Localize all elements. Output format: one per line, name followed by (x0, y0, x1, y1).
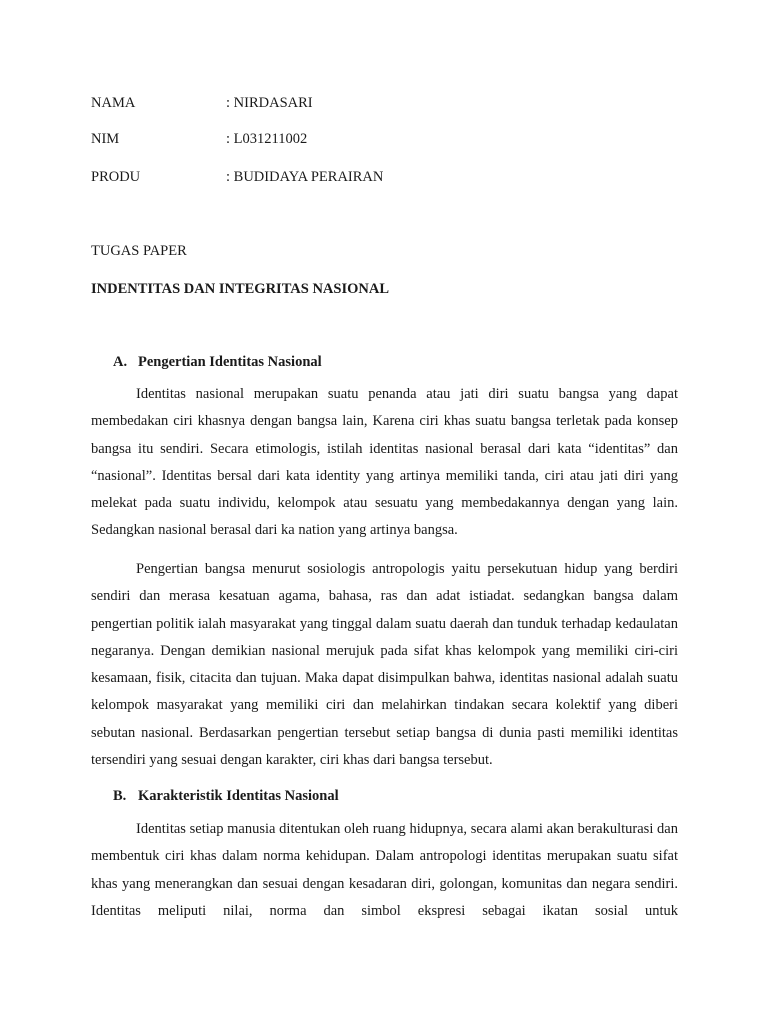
field-value: : L031211002 (226, 131, 308, 147)
section-letter: B. (113, 788, 127, 804)
paragraph-a-1: Identitas nasional merupakan suatu penanda atau jati diri suatu bangsa yang dapat membedakan ciri khasnya dengan bangsa lain, Karena ciri khas suatu bangsa terletak pada konsep bangsa itu sendiri. Secara etimologis, istilah identitas nasional berasal dari kata “identitas” dan “nasional”. Identitas bersal dari kata identity yang artinya memiliki tanda, ciri atau jati diri yang melekat pada suatu individu, kelompok atau sesuatu yang membedakannya dengan yang lain. Sedangkan nasional berasal dari ka nation yang artinya bangsa. (91, 386, 678, 539)
section-heading-text: Pengertian Identitas Nasional (138, 354, 322, 370)
field-label: NIM (91, 131, 120, 147)
section-letter: A. (113, 354, 128, 370)
document-title: INDENTITAS DAN INTEGRITAS NASIONAL (91, 281, 389, 297)
field-value: : BUDIDAYA PERAIRAN (226, 169, 384, 185)
field-label: PRODU (91, 169, 141, 185)
field-label: NAMA (91, 95, 136, 111)
field-value: : NIRDASARI (226, 95, 313, 111)
section-heading-a (113, 353, 322, 371)
section-heading-b (113, 787, 339, 805)
field-nim (91, 130, 307, 148)
field-produ (91, 168, 383, 186)
assignment-type: TUGAS PAPER (91, 243, 187, 259)
paragraph-a-2: Pengertian bangsa menurut sosiologis antropologis yaitu persekutuan hidup yang berdiri sendiri dan merasa kesatuan agama, bahasa, ras dan adat istiadat. sedangkan bangsa dalam pengertian politik ialah masyarakat yang tinggal dalam suatu daerah dan tunduk terhadap kedaulatan negaranya. Dengan demikian nasional merujuk pada sifat khas kelompok yang memiliki ciri-ciri kesamaan, fisik, citacita dan tujuan. Maka dapat disimpulkan bahwa, identitas nasional adalah suatu kelompok masyarakat yang memiliki ciri dan melahirkan tindakan secara kolektif yang diberi sebutan nasional. Berdasarkan pengertian tersebut setiap bangsa di dunia pasti memiliki identitas tersendiri yang sesuai dengan karakter, ciri khas dari bangsa tersebut. (91, 561, 678, 769)
section-heading-text: Karakteristik Identitas Nasional (138, 788, 339, 804)
paragraph-b-1: Identitas setiap manusia ditentukan oleh ruang hidupnya, secara alami akan berakulturasi dan membentuk ciri khas dalam norma kehidupan. Dalam antropologi identitas merupakan suatu sifat khas yang menerangkan dan sesuai dengan kesadaran diri, golongan, komunitas dan negara sendiri. Identitas meliputi nilai, norma dan simbol ekspresi sebagai ikatan sosial untuk (91, 821, 678, 919)
field-nama (91, 94, 313, 112)
